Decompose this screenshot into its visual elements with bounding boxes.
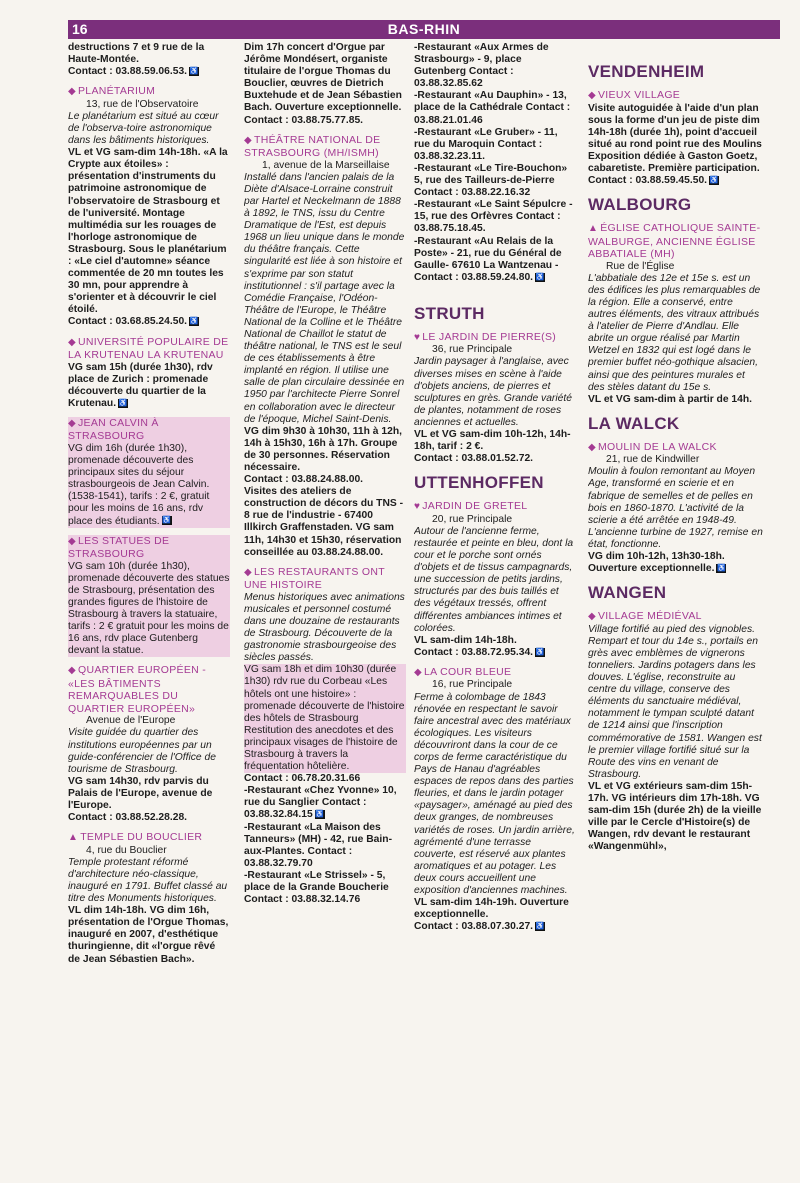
section-title-gretel: ♥ JARDIN DE GRETEL <box>414 500 528 513</box>
wheelchair-icon: ♿ <box>162 517 171 525</box>
contact: Contact : 03.88.01.52.72. <box>414 453 534 465</box>
description: Ferme à colombage de 1843 rénovée en respectant le savoir faire ancestral avec des matériaux écologiques. Les visiteurs découvriront dans la cour de ce corps de ferme caractéristique du Pays de Hanau d'agréables espaces de repos dans des parties fleuries, et dans le jardin potager «paysager», aménagé au pied des deux granges, de nombreuses variétés de roses. Un jardin arrière, agrémenté d'une terrasse couverte, est réservé aux plantes aromatiques et au potager. Les deux cours accueillent une exposition d'anciennes machines. <box>414 691 575 897</box>
heart-bullet-icon: ♥ <box>414 331 421 343</box>
description: Autour de l'ancienne ferme, restaurée et peinte en bleu, dont la cour et le porche sont ornés d'objets et de tissus campagnards, une succession de petits jardins, structurés par des buis taillés et des végétaux tressés, offrent différentes ambiances intimes et colorées. <box>414 525 574 634</box>
diamond-bullet-icon: ◆ <box>68 535 76 547</box>
intro-text: destructions 7 et 9 rue de la Haute-Montée. <box>68 42 205 66</box>
address: 21, rue de Kindwiller <box>606 454 700 466</box>
list-item: -Restaurant «Aux Armes de Strasbourg» - 9, place Gutenberg Contact : 03.88.32.85.62 <box>414 42 549 90</box>
contact: Contact : 03.88.07.30.27. ♿ <box>414 921 545 933</box>
triangle-bullet-icon: ▲ <box>588 223 599 235</box>
section-title-temple: ▲ TEMPLE DU BOUCLIER <box>68 831 203 844</box>
contact: Contact : 03.68.85.24.50. ♿ <box>68 316 199 328</box>
wheelchair-icon: ♿ <box>535 923 545 931</box>
section-title-restaurants: ◆ LES RESTAURANTS ONT UNE HISTOIRE <box>244 565 385 592</box>
diamond-bullet-icon: ◆ <box>68 417 76 429</box>
wheelchair-icon: ♿ <box>189 318 199 326</box>
heart-bullet-icon: ♥ <box>414 501 421 513</box>
diamond-bullet-icon: ◆ <box>244 566 252 578</box>
address: 4, rue du Bouclier <box>86 844 167 856</box>
highlight-block-hotels: VG sam 18h et dim 10h30 (durée 1h30) rdv rue du Corbeau «Les hôtels ont une histoire» : promenade découverte de l'histoire des hôtels de Strasbourg Restitution des anecdotes et des principaux visages de l'histoire de Strasbourg à travers la fréquentation hôtelière. <box>244 664 405 773</box>
column-3 <box>414 42 576 1172</box>
section-title-theatre: ◆ THÉÂTRE NATIONAL DE STRASBOURG (MH/ISMH) <box>244 133 381 160</box>
list-item: -Restaurant «Au Relais de la Poste» - 21, rue du Général de Gaulle- 67610 La Wantzenau - Contact : 03.88.59.24.80. ♿ <box>414 235 562 283</box>
address: 20, rue Principale <box>432 513 513 525</box>
diamond-bullet-icon: ◆ <box>68 336 76 348</box>
wheelchair-icon: ♿ <box>717 564 726 572</box>
diamond-bullet-icon: ◆ <box>588 90 596 101</box>
visit-info: VL et VG sam-dim 14h-18h. «A la Crypte aux étoiles» : présentation d'instruments du patrimoine astronomique de l'observatoire de Strasbourg et de l'université. Montage multimédia sur les rouages de l'horloge astronomique de Strasbourg. Sous le planétarium : «Le ciel d'automne» séance commentée de 20 mn toutes les 30 mn, pour apprendre à s'orienter et à découvrir le ciel étoilé. <box>68 147 228 316</box>
wheelchair-icon: ♿ <box>315 811 325 819</box>
list-item: -Restaurant «Le Tire-Bouchon» 5, rue des Tailleurs-de-Pierre Contact : 03.88.22.16.32 <box>414 162 568 199</box>
description: Village fortifié au pied des vignobles. Rempart et tour du 14e s., portails en grès avec emblèmes de vignerons tonneliers. Jardins potagers dans les douves. L'église, reconstruite au centre du village, conserve des éléments du sanctuaire médiéval, notamment le tympan sculpté datant de 1214 ainsi que l'inscription commémorative de 1581. Wangen est le premier village fortifié situé sur la Route des vins en venant de Strasbourg. <box>588 623 762 780</box>
visit-info: VL et VG extérieurs sam-dim 15h-17h. VG intérieurs dim 17h-18h. VG sam-dim 15h (durée 2h) de la vieille ville par le Cercle d'Histoire(s) de Wangen, rdv devant le restaurant «Wangenmühl», <box>588 780 762 853</box>
list-item: -Restaurant «Au Dauphin» - 13, place de la Cathédrale Contact : 03.88.21.01.46 <box>414 90 571 126</box>
wheelchair-icon: ♿ <box>189 67 199 75</box>
column-4 <box>588 42 763 1172</box>
town-title-walbourg: WALBOURG <box>588 195 692 215</box>
section-title-jardin-pierres: ♥ LE JARDIN DE PIERRE(S) <box>414 330 557 343</box>
visit-info: Visite autoguidée à l'aide d'un plan sous la forme d'un jeu de piste dim 14h-18h (durée 1h), point d'accueil situé au rond point rue des Moulins Exposition dédiée à Gaston Goetz, cabaretiste. Première participation. <box>588 102 762 174</box>
contact: Contact : 03.88.24.88.00. <box>244 474 364 486</box>
section-title-village-medieval: ◆ VILLAGE MÉDIÉVAL <box>588 610 702 623</box>
column-2 <box>244 42 406 1172</box>
section-title-eglise: ▲ ÉGLISE CATHOLIQUE SAINTE-WALBURGE, ANCIENNE ÉGLISE ABBATIALE (MH) <box>588 222 761 261</box>
visit-info: VG dim 9h30 à 10h30, 11h à 12h, 14h à 15h30, 16h à 17h. Groupe de 30 personnes. Réservation nécessaire. <box>244 425 402 473</box>
diamond-bullet-icon: ◆ <box>68 86 76 98</box>
description: Installé dans l'ancien palais de la Diète d'Alsace-Lorraine construit par Hartel et Neckelmann de 1888 à 1892, le TNS, issu du Centre Dramatique de l'Est, est depuis 1968 un lieu unique dans le monde du théâtre français. Cette singularité est liée à son histoire et s'exprime par son statut institutionnel : s'il partage avec la Comédie Française, l'Odéon-Théâtre de l'Europe, le Théâtre National de la Colline et le Théâtre National de Chaillot le statut de théâtre national, le TNS est le seul de ces établissements à être implanté en région. Il utilise une salle de plan circulaire dessinée en 1950 par l'architecte Pierre Sonrel en collaboration avec le directeur de l'époque, Michel Saint-Denis. <box>244 171 405 425</box>
contact: Contact : 06.78.20.31.66 <box>244 773 361 785</box>
section-title-moulin: ◆ MOULIN DE LA WALCK <box>588 440 717 453</box>
description: Le planétarium est situé au cœur de l'observa-toire astronomique dans les bâtiments historiques. <box>68 110 219 147</box>
visit-info: VG sam 15h (durée 1h30), rdv place de Zurich : promenade découverte du quartier de la Krutenau. ♿ <box>68 361 213 409</box>
visit-info: VG sam 14h30, rdv parvis du Palais de l'Europe, avenue de l'Europe. <box>68 775 213 811</box>
description: Temple protestant réformé d'architecture néo-classique, inauguré en 1791. Buffet classé au titre des Monuments historiques. <box>68 856 228 905</box>
wheelchair-icon: ♿ <box>709 176 719 184</box>
page-number: 16 <box>72 21 88 37</box>
diamond-bullet-icon: ◆ <box>588 441 596 453</box>
wheelchair-icon: ♿ <box>535 273 545 281</box>
address: Rue de l'Église <box>606 260 675 272</box>
visit-info: VL sam-dim 14h-19h. Ouverture exceptionnelle. <box>414 897 569 921</box>
section-title-quartier: ◆ QUARTIER EUROPÉEN - «LES BÂTIMENTS REMARQUABLES DU QUARTIER EUROPÉEN» <box>68 664 207 715</box>
visit-info: VG sam 10h (durée 1h30), promenade découverte des statues de Strasbourg, présentation des grandes figures de l'histoire de Strasbourg à travers la statuaire, tarifs : 2 € gratuit pour les moins de 16 ans, rdv place Gutenberg devant la statue. <box>68 560 230 657</box>
contact: Contact : 03.88.59.06.53. ♿ <box>68 66 199 78</box>
visit-info: Dim 17h concert d'Orgue par Jérôme Mondésert, organiste titulaire de l'orgue Thomas du Bouclier, œuvres de Dietrich Buxtehude et de Jean Sébastien Bach. Ouverture exceptionnelle. <box>244 42 402 114</box>
list-item: -Restaurant «Le Gruber» - 11, rue du Maroquin Contact : 03.88.32.23.11. <box>414 126 558 162</box>
address: Avenue de l'Europe <box>86 715 176 727</box>
article-columns <box>68 42 780 1172</box>
section-title-universite: ◆ UNIVERSITÉ POPULAIRE DE LA KRUTENAU LA KRUTENAU <box>68 335 229 362</box>
description: Menus historiques avec animations musicales et personnel costumé dans une douzaine de restaurants de Strasbourg. Découverte de la gastronomie strasbourgeoise des siècles passés. <box>244 591 405 664</box>
address: 16, rue Principale <box>432 679 513 691</box>
highlight-block-calvin <box>68 417 230 528</box>
highlight-block-statues <box>68 535 230 658</box>
contact: Contact : 03.88.59.45.50. ♿ <box>588 175 719 187</box>
wheelchair-icon: ♿ <box>535 648 545 656</box>
address: 36, rue Principale <box>432 344 513 356</box>
visit-info: VL dim 14h-18h. VG dim 16h, présentation de l'Orgue Thomas, inauguré en 2007, d'esthétique thuringienne, dit «l'orgue rêvé de Jean Sébastien Bach». <box>68 905 229 965</box>
visit-info: VL et VG sam-dim à partir de 14h. <box>588 393 753 405</box>
town-title-vendenheim: VENDENHEIM <box>588 62 705 81</box>
description: Jardin paysager à l'anglaise, avec diverses mises en scène à l'aide d'objets anciens, de pierres et sculptures en grès. Grande variété de plantes, notamment de roses anciennes et actuelles. <box>414 356 572 428</box>
town-title-la-walck: LA WALCK <box>588 413 680 433</box>
region-title: BAS-RHIN <box>387 21 461 37</box>
column-1 <box>68 42 230 1172</box>
address: 1, avenue de la Marseillaise <box>262 159 390 171</box>
section-title-cour-bleue: ◆ LA COUR BLEUE <box>414 665 512 678</box>
contact: Contact : 03.88.72.95.34. ♿ <box>414 646 545 658</box>
section-title-vieux-village: ◆ VIEUX VILLAGE <box>588 89 681 101</box>
visit-info-ateliers: Visites des ateliers de construction de décors du TNS - 8 rue de l'industrie - 67400 Illkirch Graffenstaden. VG sam 11h, 14h30 et 15h30, réservation conseillée au 03.88.24.88.00. <box>244 486 404 558</box>
diamond-bullet-icon: ◆ <box>244 134 252 146</box>
description: Moulin à foulon remontant au Moyen Age, transformé en scierie et en fabrique de semelles et de pelles en bois en 1860-1870. L'activité de la scierie a été arrêtée en 1948-49. L'ancienne turbine de 1927, remise en état, fonctionne. <box>588 466 763 550</box>
wheelchair-icon: ♿ <box>118 399 128 407</box>
visit-info: VL et VG sam-dim 10h-12h, 14h-18h, tarif : 2 €. <box>414 429 571 453</box>
page-header <box>68 20 780 39</box>
diamond-bullet-icon: ◆ <box>414 666 422 678</box>
section-title-calvin: ◆ JEAN CALVIN À STRASBOURG <box>68 416 159 443</box>
description: Visite guidée du quartier des institutions européennes par un guide-conférencier de l'Office de tourisme de Strasbourg. <box>68 727 216 775</box>
section-title-statues: ◆ LES STATUES DE STRASBOURG <box>68 534 170 561</box>
visit-info: VG dim 16h (durée 1h30), promenade découverte des principaux sites du séjour strasbourgeois de Jean Calvin. (1538-1541), tarifs : 2 €, gratuit pour les moins de 16 ans, rdv place des étudiants. ♿ <box>68 442 210 527</box>
visit-info: VL sam-dim 14h-18h. <box>414 634 517 646</box>
town-title-struth: STRUTH <box>414 303 485 323</box>
contact: Contact : 03.88.75.77.85. <box>244 114 364 126</box>
list-item: -Restaurant «Le Strissel» - 5, place de la Grande Boucherie Contact : 03.88.32.14.76 <box>244 869 389 906</box>
list-item: -Restaurant «Le Saint Sépulcre - 15, rue des Orfèvres Contact : 03.88.75.18.45. <box>414 199 573 235</box>
town-title-uttenhoffen: UTTENHOFFEN <box>414 473 544 493</box>
description: L'abbatiale des 12e et 15e s. est un des édifices les plus remarquables de la région. Elle a conservé, entre autres éléments, des vitraux attribués à l'atelier de Pierre d'Andlau. Elle abrite un orgue réalisé par Martin Wetzel en 1832 qui est logé dans le premier buffet néo-gothique alsacien, ainsi que des peintures murales et des stèles datant du 15e s. <box>588 272 761 393</box>
list-item: -Restaurant «Chez Yvonne» 10, rue du Sanglier Contact : 03.88.32.84.15 ♿ <box>244 785 397 821</box>
town-title-wangen: WANGEN <box>588 583 667 603</box>
visit-info: VG dim 10h-12h, 13h30-18h. Ouverture exceptionnelle. ♿ <box>588 551 726 575</box>
section-title-planetarium: ◆ PLANÉTARIUM <box>68 85 156 98</box>
triangle-bullet-icon: ▲ <box>68 832 79 844</box>
diamond-bullet-icon: ◆ <box>68 665 76 677</box>
address: 13, rue de l'Observatoire <box>86 98 199 110</box>
contact: Contact : 03.88.52.28.28. <box>68 812 188 824</box>
diamond-bullet-icon: ◆ <box>588 611 596 623</box>
list-item: -Restaurant «La Maison des Tanneurs» (MH) - 42, rue Bain-aux-Plantes. Contact : 03.88.32.79.70 <box>244 821 392 869</box>
